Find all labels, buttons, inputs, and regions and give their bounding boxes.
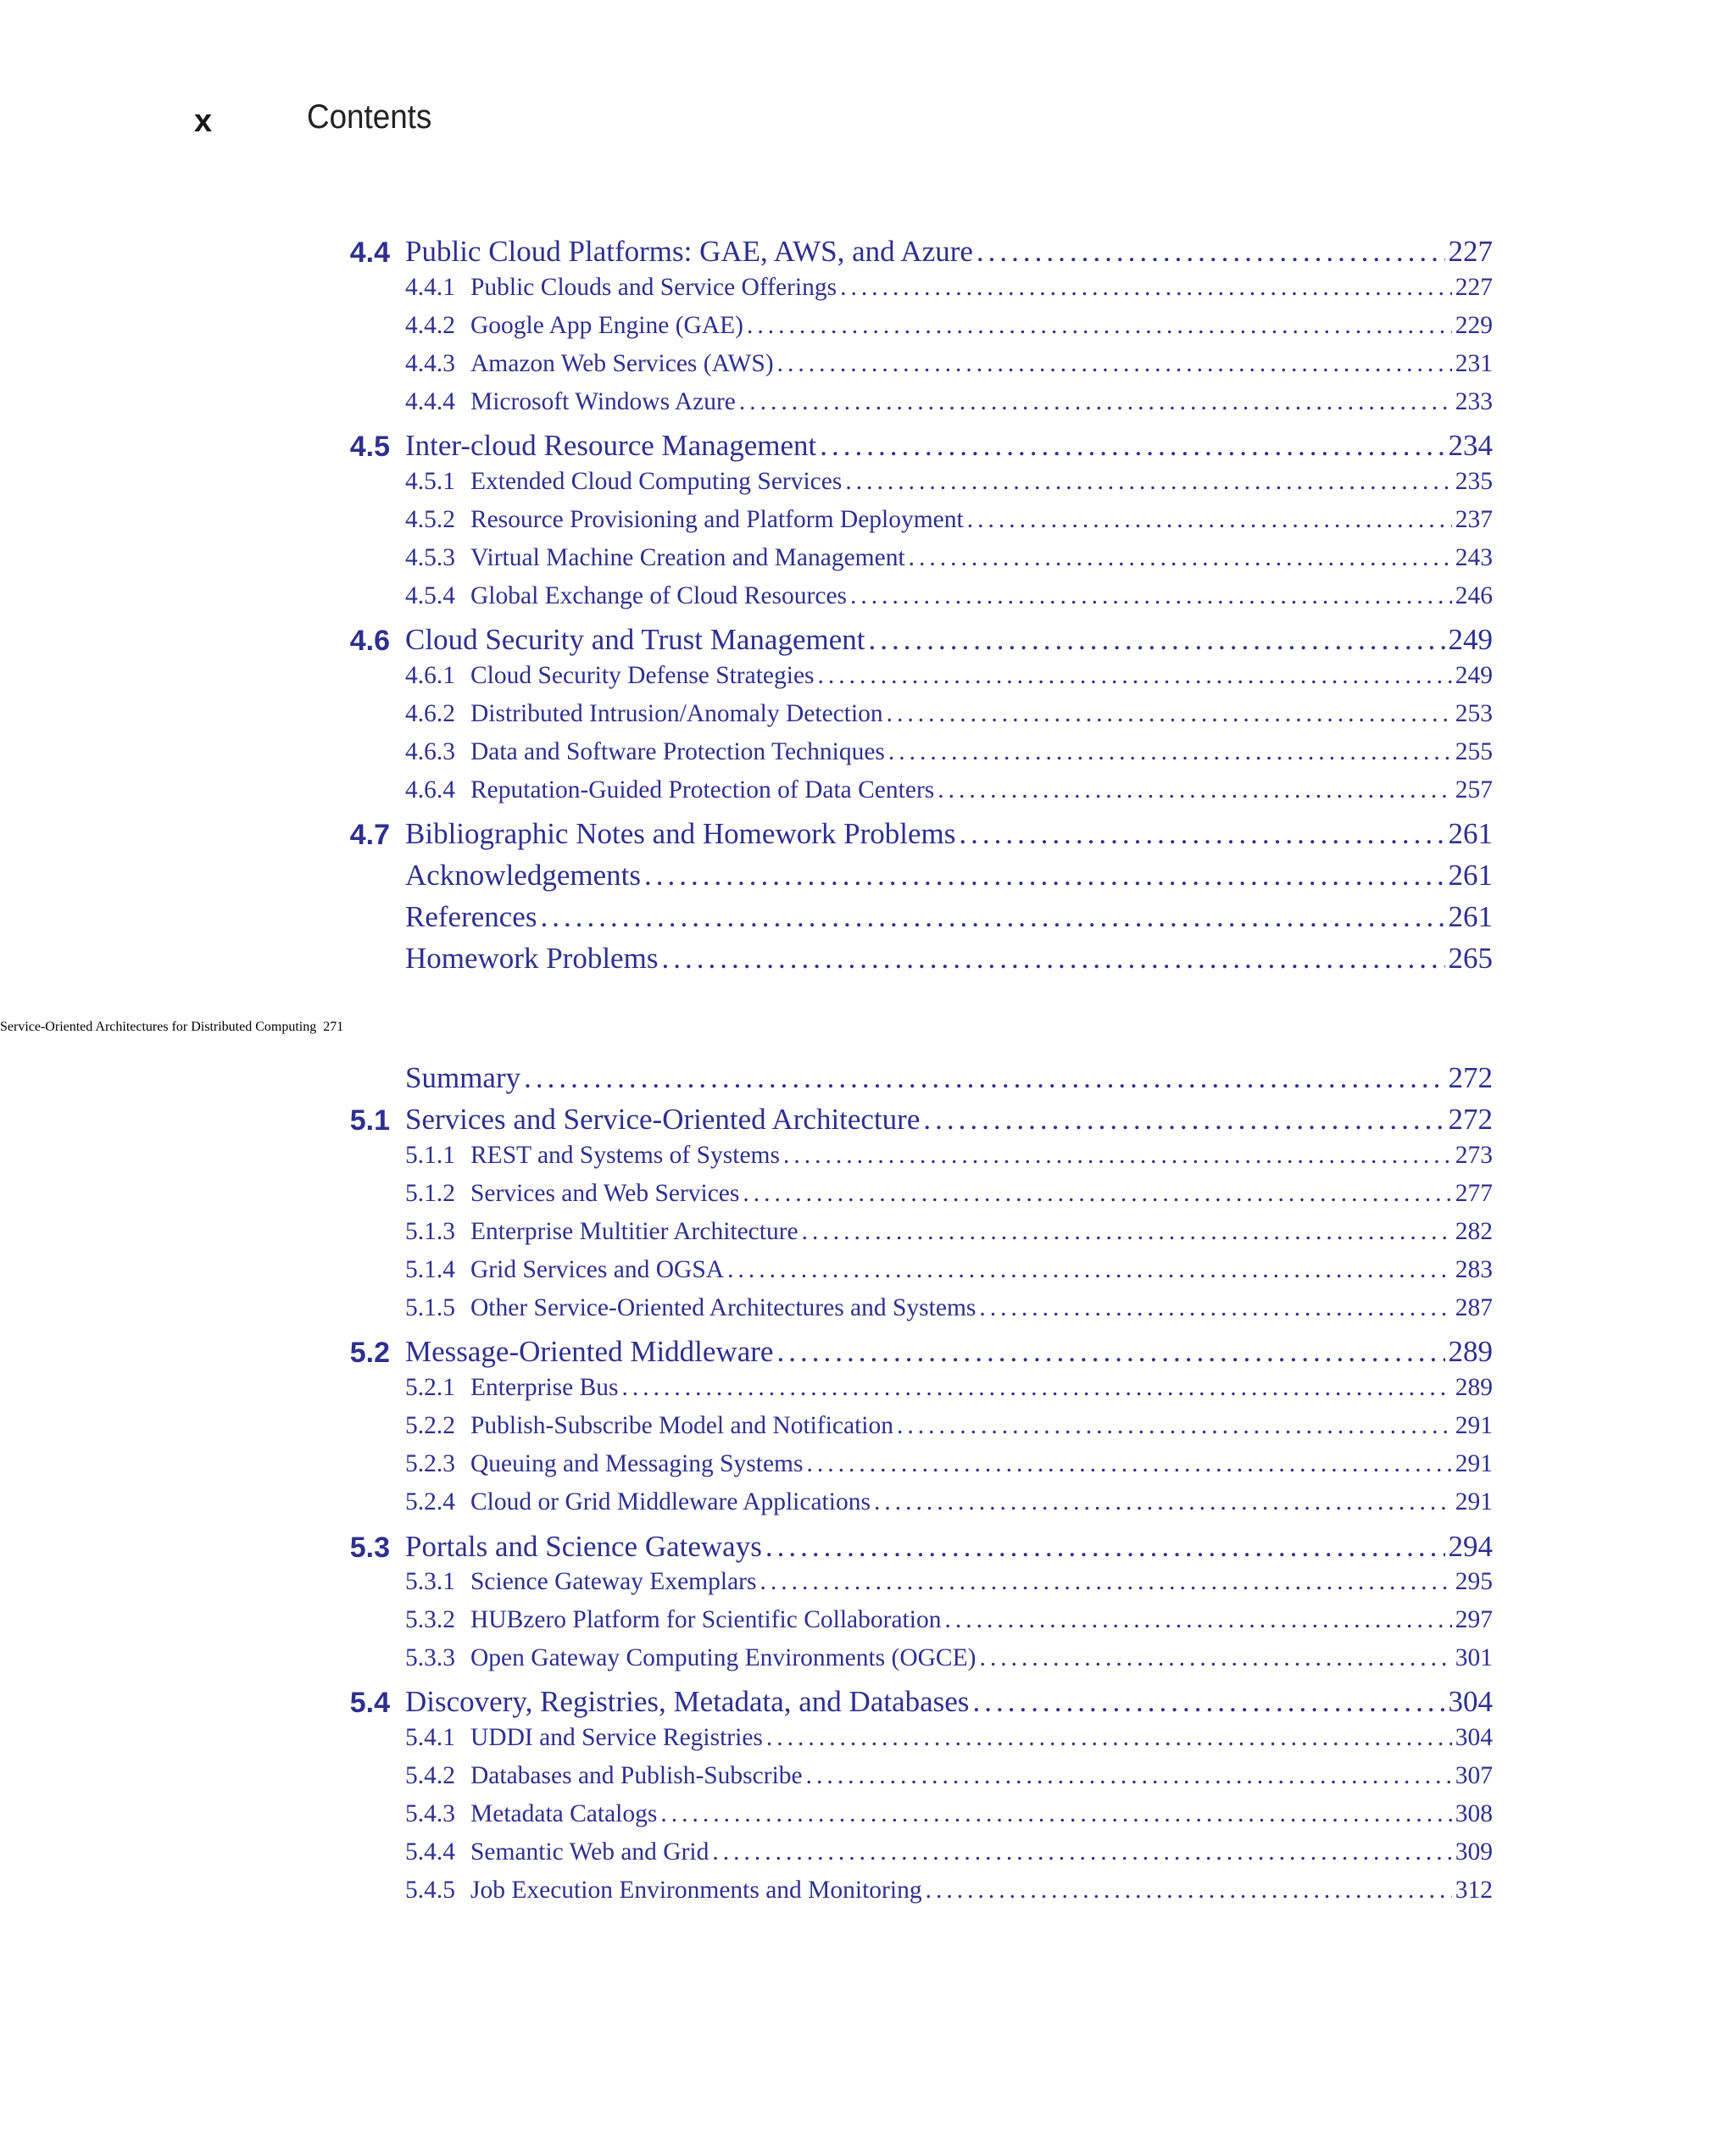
subsection-number: 4.4.3	[405, 350, 455, 377]
page-number: 277	[1455, 1180, 1493, 1207]
subsection-number: 4.4.4	[405, 388, 455, 415]
entry-title	[405, 1644, 976, 1672]
page-number: 289	[1455, 1374, 1493, 1401]
subsection-number: 5.3.3	[405, 1644, 455, 1671]
toc-subsection-entry[interactable]	[405, 1218, 1493, 1259]
toc-subsection-entry[interactable]	[405, 506, 1493, 547]
toc-subsection-entry[interactable]	[405, 1256, 1493, 1297]
entry-title-text: Semantic Web and Grid	[470, 1838, 709, 1866]
leader-dots	[802, 1218, 1452, 1246]
page-number: 294	[1448, 1530, 1493, 1563]
entry-title	[405, 235, 973, 269]
subsection-number: 5.4.1	[405, 1724, 455, 1751]
subsection-number: 5.4.4	[405, 1838, 455, 1866]
leader-dots	[760, 1568, 1451, 1596]
leader-dots	[850, 582, 1452, 610]
leader-dots	[887, 700, 1452, 728]
page-number: 234	[1448, 429, 1493, 462]
entry-title-text: Publish-Subscribe Model and Notification	[470, 1412, 893, 1439]
page-number: 309	[1455, 1838, 1493, 1866]
page-number: 261	[1448, 900, 1493, 933]
leader-dots	[820, 429, 1444, 463]
entry-title-text: Enterprise Multitier Architecture	[470, 1218, 798, 1245]
page-number: 243	[1455, 544, 1493, 571]
section-number: 4.6	[349, 625, 390, 657]
toc-subsection-entry[interactable]	[405, 1762, 1493, 1803]
entry-title-text: Services and Web Services	[470, 1180, 740, 1207]
entry-title-text: Message-Oriented Middleware	[405, 1335, 774, 1368]
entry-title-text: Portals and Science Gateways	[405, 1530, 762, 1563]
leader-dots	[845, 468, 1451, 496]
page-number: 265	[1448, 942, 1493, 975]
page-number: 229	[1455, 312, 1493, 339]
leader-dots	[743, 1180, 1451, 1208]
page-number: 237	[1455, 506, 1493, 533]
entry-title	[405, 662, 815, 690]
leader-dots	[938, 776, 1452, 804]
page-number: 261	[1448, 859, 1493, 892]
leader-dots	[622, 1374, 1452, 1402]
leader-dots	[959, 817, 1444, 851]
toc-subsection-entry[interactable]	[405, 1488, 1493, 1529]
page-number: 282	[1455, 1218, 1493, 1245]
page-number: 235	[1455, 468, 1493, 495]
leader-dots	[644, 859, 1445, 893]
leader-dots	[712, 1838, 1451, 1866]
entry-title	[405, 1838, 709, 1866]
subsection-number: 4.5.4	[405, 582, 455, 609]
leader-dots	[661, 942, 1444, 976]
entry-title	[405, 468, 842, 496]
toc-entry[interactable]	[405, 900, 1493, 941]
toc-subsection-entry[interactable]	[405, 1568, 1493, 1609]
section-number: 5.2	[349, 1337, 390, 1369]
entry-title	[405, 1374, 619, 1402]
entry-title-text: Science Gateway Exemplars	[470, 1568, 757, 1595]
leader-dots	[967, 506, 1452, 534]
leader-dots	[776, 1335, 1444, 1369]
entry-title-text: Microsoft Windows Azure	[470, 388, 736, 415]
toc-section-entry[interactable]	[349, 817, 1493, 858]
page-number: 249	[1448, 623, 1493, 656]
page-number: 257	[1455, 776, 1493, 804]
entry-title-text: Queuing and Messaging Systems	[470, 1450, 804, 1477]
page-number: 291	[1455, 1412, 1493, 1439]
leader-dots	[807, 1450, 1452, 1478]
subsection-number: 5.3.1	[405, 1568, 455, 1595]
toc-subsection-entry[interactable]	[405, 1450, 1493, 1491]
page-number: 246	[1455, 582, 1493, 609]
leader-dots	[806, 1762, 1452, 1790]
entry-title-text: Extended Cloud Computing Services	[470, 468, 843, 495]
entry-title	[405, 1335, 773, 1369]
entry-title-text: Metadata Catalogs	[470, 1800, 658, 1827]
toc-entry[interactable]	[405, 859, 1493, 899]
leader-dots	[765, 1530, 1445, 1564]
entry-title-text: Discovery, Registries, Metadata, and Databases	[405, 1685, 970, 1718]
leader-dots	[888, 738, 1452, 766]
entry-title	[405, 388, 736, 416]
entry-title	[405, 1685, 969, 1719]
leader-dots	[868, 623, 1444, 657]
page-number: 227	[1455, 274, 1493, 301]
entry-title	[405, 1142, 780, 1170]
subsection-number: 5.3.2	[405, 1606, 455, 1633]
toc-subsection-entry[interactable]	[405, 544, 1493, 585]
page-number: 304	[1448, 1685, 1493, 1718]
entry-title-text: Services and Service-Oriented Architecture	[405, 1103, 921, 1136]
leader-dots	[766, 1724, 1452, 1752]
leader-dots	[818, 662, 1452, 690]
entry-title-text: Global Exchange of Cloud Resources	[470, 582, 848, 609]
toc-subsection-entry[interactable]	[405, 1644, 1493, 1685]
subsection-number: 4.4.2	[405, 312, 455, 339]
toc-section-entry[interactable]	[349, 1335, 1493, 1376]
toc-section-entry[interactable]	[349, 623, 1493, 664]
subsection-number: 5.2.2	[405, 1412, 455, 1439]
entry-title	[405, 623, 865, 657]
entry-title-text: Open Gateway Computing Environments (OGCE)	[470, 1644, 976, 1671]
leader-dots	[540, 900, 1444, 934]
entry-title	[405, 582, 847, 610]
subsection-number: 4.6.1	[405, 662, 455, 689]
entry-title	[405, 859, 641, 893]
toc-subsection-entry[interactable]	[405, 1800, 1493, 1841]
leader-dots	[524, 1061, 1444, 1095]
entry-title	[405, 506, 964, 534]
leader-dots	[979, 1644, 1451, 1672]
page-number: 272	[1448, 1061, 1493, 1094]
entry-title	[405, 312, 743, 340]
entry-title	[405, 429, 816, 463]
entry-title-text: Homework Problems	[405, 942, 659, 975]
toc-entry[interactable]	[405, 1061, 1493, 1102]
subsection-number: 4.6.3	[405, 738, 455, 765]
entry-title	[405, 1724, 763, 1752]
entry-title-text: Distributed Intrusion/Anomaly Detection	[470, 700, 883, 727]
page-number: 308	[1455, 1800, 1493, 1827]
leader-dots	[747, 312, 1452, 340]
toc-section-entry[interactable]	[349, 1530, 1493, 1571]
running-title: Contents	[307, 98, 432, 136]
entry-title	[0, 1020, 316, 1035]
entry-title-text: Resource Provisioning and Platform Deployment	[470, 506, 964, 533]
leader-dots	[783, 1142, 1452, 1170]
entry-title	[405, 1530, 762, 1564]
entry-title-text: Cloud Security Defense Strategies	[470, 662, 815, 689]
subsection-number: 5.2.4	[405, 1488, 455, 1515]
entry-title-text: Amazon Web Services (AWS)	[470, 350, 774, 377]
entry-title-text: Summary	[405, 1061, 521, 1094]
leader-dots	[660, 1800, 1451, 1828]
section-number: 4.5	[349, 431, 390, 463]
entry-title	[405, 1488, 871, 1516]
entry-title	[405, 1450, 804, 1478]
toc-subsection-entry[interactable]	[405, 776, 1493, 817]
entry-title	[405, 1762, 803, 1790]
leader-dots	[944, 1606, 1451, 1634]
subsection-number: 5.4.3	[405, 1800, 455, 1827]
entry-title	[405, 1606, 941, 1634]
entry-title	[405, 900, 537, 934]
entry-title-text: Cloud or Grid Middleware Applications	[470, 1488, 871, 1515]
entry-title	[405, 1103, 920, 1137]
toc-subsection-entry[interactable]	[405, 468, 1493, 509]
page-number: 304	[1455, 1724, 1493, 1751]
leader-dots	[972, 1685, 1444, 1719]
entry-title	[405, 350, 774, 378]
entry-title	[405, 544, 905, 572]
section-number: 5.3	[349, 1532, 390, 1564]
page-number: 287	[1455, 1294, 1493, 1321]
toc-subsection-entry[interactable]	[405, 1142, 1493, 1182]
entry-title-text: Bibliographic Notes and Homework Problems	[405, 817, 956, 850]
page-number: 227	[1448, 235, 1493, 268]
entry-title-text: REST and Systems of Systems	[470, 1142, 780, 1169]
subsection-number: 4.5.1	[405, 468, 455, 495]
subsection-number: 5.1.1	[405, 1142, 455, 1169]
subsection-number: 4.6.2	[405, 700, 455, 727]
toc-subsection-entry[interactable]	[405, 1374, 1493, 1415]
page-number: 283	[1455, 1256, 1493, 1283]
toc-section-entry[interactable]	[349, 429, 1493, 470]
subsection-number: 5.1.3	[405, 1218, 455, 1245]
entry-title	[405, 1877, 922, 1905]
subsection-number: 4.6.4	[405, 776, 455, 804]
entry-title	[405, 942, 658, 976]
leader-dots	[840, 274, 1452, 302]
entry-title-text: References	[405, 900, 537, 933]
page-number: 255	[1455, 738, 1493, 765]
toc-subsection-entry[interactable]	[405, 1724, 1493, 1765]
toc-subsection-entry[interactable]	[405, 1180, 1493, 1221]
subsection-number: 5.2.3	[405, 1450, 455, 1477]
leader-dots	[979, 1294, 1451, 1322]
toc-section-entry[interactable]	[349, 1103, 1493, 1143]
entry-title-text: Acknowledgements	[405, 859, 641, 892]
subsection-number: 4.4.1	[405, 274, 455, 301]
page-number: 253	[1455, 700, 1493, 727]
toc-subsection-entry[interactable]	[405, 274, 1493, 314]
page-number: 272	[1448, 1103, 1493, 1136]
entry-title	[405, 274, 837, 302]
entry-title-text: Grid Services and OGSA	[470, 1256, 725, 1283]
page-number: 295	[1455, 1568, 1493, 1595]
subsection-number: 5.1.2	[405, 1180, 455, 1207]
leader-dots	[926, 1877, 1452, 1905]
page-number: 249	[1455, 662, 1493, 689]
toc-subsection-entry[interactable]	[405, 388, 1493, 429]
entry-title	[405, 738, 885, 766]
subsection-number: 5.4.2	[405, 1762, 455, 1789]
toc-subsection-entry[interactable]	[405, 1412, 1493, 1453]
toc-section-entry[interactable]	[349, 1685, 1493, 1726]
leader-dots	[897, 1412, 1452, 1440]
section-number: 4.7	[349, 819, 390, 851]
page-number: 271	[323, 1020, 344, 1034]
entry-title	[405, 700, 883, 728]
toc-subsection-entry[interactable]	[405, 582, 1493, 623]
page-number: 231	[1455, 350, 1493, 377]
page-number: 291	[1455, 1488, 1493, 1515]
toc-subsection-entry[interactable]	[405, 662, 1493, 703]
subsection-number: 4.5.3	[405, 544, 455, 571]
entry-title	[405, 1061, 520, 1095]
leader-dots	[874, 1488, 1452, 1516]
entry-title-text: Enterprise Bus	[470, 1374, 619, 1401]
subsection-number: 5.2.1	[405, 1374, 455, 1401]
entry-title	[405, 1256, 724, 1284]
entry-title-text: Databases and Publish-Subscribe	[470, 1762, 803, 1789]
leader-dots	[727, 1256, 1452, 1284]
page-number: 307	[1455, 1762, 1493, 1789]
leader-dots	[909, 544, 1452, 572]
entry-title	[405, 1218, 798, 1246]
subsection-number: 5.1.5	[405, 1294, 455, 1321]
subsection-number: 5.1.4	[405, 1256, 455, 1283]
toc-subsection-entry[interactable]	[405, 350, 1493, 391]
page-number: 301	[1455, 1644, 1493, 1671]
entry-title-text: Public Cloud Platforms: GAE, AWS, and Azure	[405, 235, 973, 268]
entry-title-text: Public Clouds and Service Offerings	[470, 274, 837, 301]
entry-title-text: UDDI and Service Registries	[470, 1724, 763, 1751]
page-number: 233	[1455, 388, 1493, 415]
page-number: 289	[1448, 1335, 1493, 1368]
subsection-number: 5.4.5	[405, 1877, 455, 1904]
entry-title-text: Inter-cloud Resource Management	[405, 429, 817, 462]
entry-title	[405, 1180, 739, 1208]
page-number: 261	[1448, 817, 1493, 850]
toc-subsection-entry[interactable]	[405, 1606, 1493, 1647]
page-number: 312	[1455, 1877, 1493, 1904]
leader-dots	[777, 350, 1452, 378]
toc-subsection-entry[interactable]	[405, 1294, 1493, 1335]
entry-title	[405, 1800, 657, 1828]
section-number: 5.4	[349, 1687, 390, 1719]
leader-dots	[739, 388, 1452, 416]
section-number: 4.4	[349, 236, 390, 269]
toc-section-entry[interactable]	[349, 235, 1493, 275]
leader-dots	[976, 235, 1445, 269]
entry-title	[405, 776, 934, 804]
toc-subsection-entry[interactable]	[405, 1838, 1493, 1879]
subsection-number: 4.5.2	[405, 506, 455, 533]
page-number: 273	[1455, 1142, 1493, 1169]
toc-subsection-entry[interactable]	[405, 312, 1493, 353]
page-number: 291	[1455, 1450, 1493, 1477]
entry-title	[405, 1568, 756, 1596]
entry-title-text: Service-Oriented Architectures for Distributed Computing	[0, 1020, 317, 1034]
entry-title	[405, 817, 955, 851]
entry-title-text: Data and Software Protection Techniques	[470, 738, 885, 765]
page-number: 297	[1455, 1606, 1493, 1633]
entry-title-text: Reputation-Guided Protection of Data Centers	[470, 776, 935, 804]
page-folio: x	[194, 103, 213, 139]
entry-title-text: Google App Engine (GAE)	[470, 312, 743, 339]
entry-title-text: HUBzero Platform for Scientific Collaboration	[470, 1606, 942, 1633]
section-number: 5.1	[349, 1104, 390, 1137]
entry-title-text: Cloud Security and Trust Management	[405, 623, 865, 656]
entry-title-text: Other Service-Oriented Architectures and Systems	[470, 1294, 976, 1321]
leader-dots	[923, 1103, 1444, 1137]
entry-title-text: Virtual Machine Creation and Management	[470, 544, 905, 571]
entry-title	[405, 1294, 976, 1322]
entry-title	[405, 1412, 893, 1440]
toc-entry[interactable]	[405, 942, 1493, 982]
toc-subsection-entry[interactable]	[405, 700, 1493, 741]
toc-subsection-entry[interactable]	[405, 738, 1493, 779]
toc-subsection-entry[interactable]	[405, 1877, 1493, 1917]
entry-title-text: Job Execution Environments and Monitoring	[470, 1877, 922, 1904]
